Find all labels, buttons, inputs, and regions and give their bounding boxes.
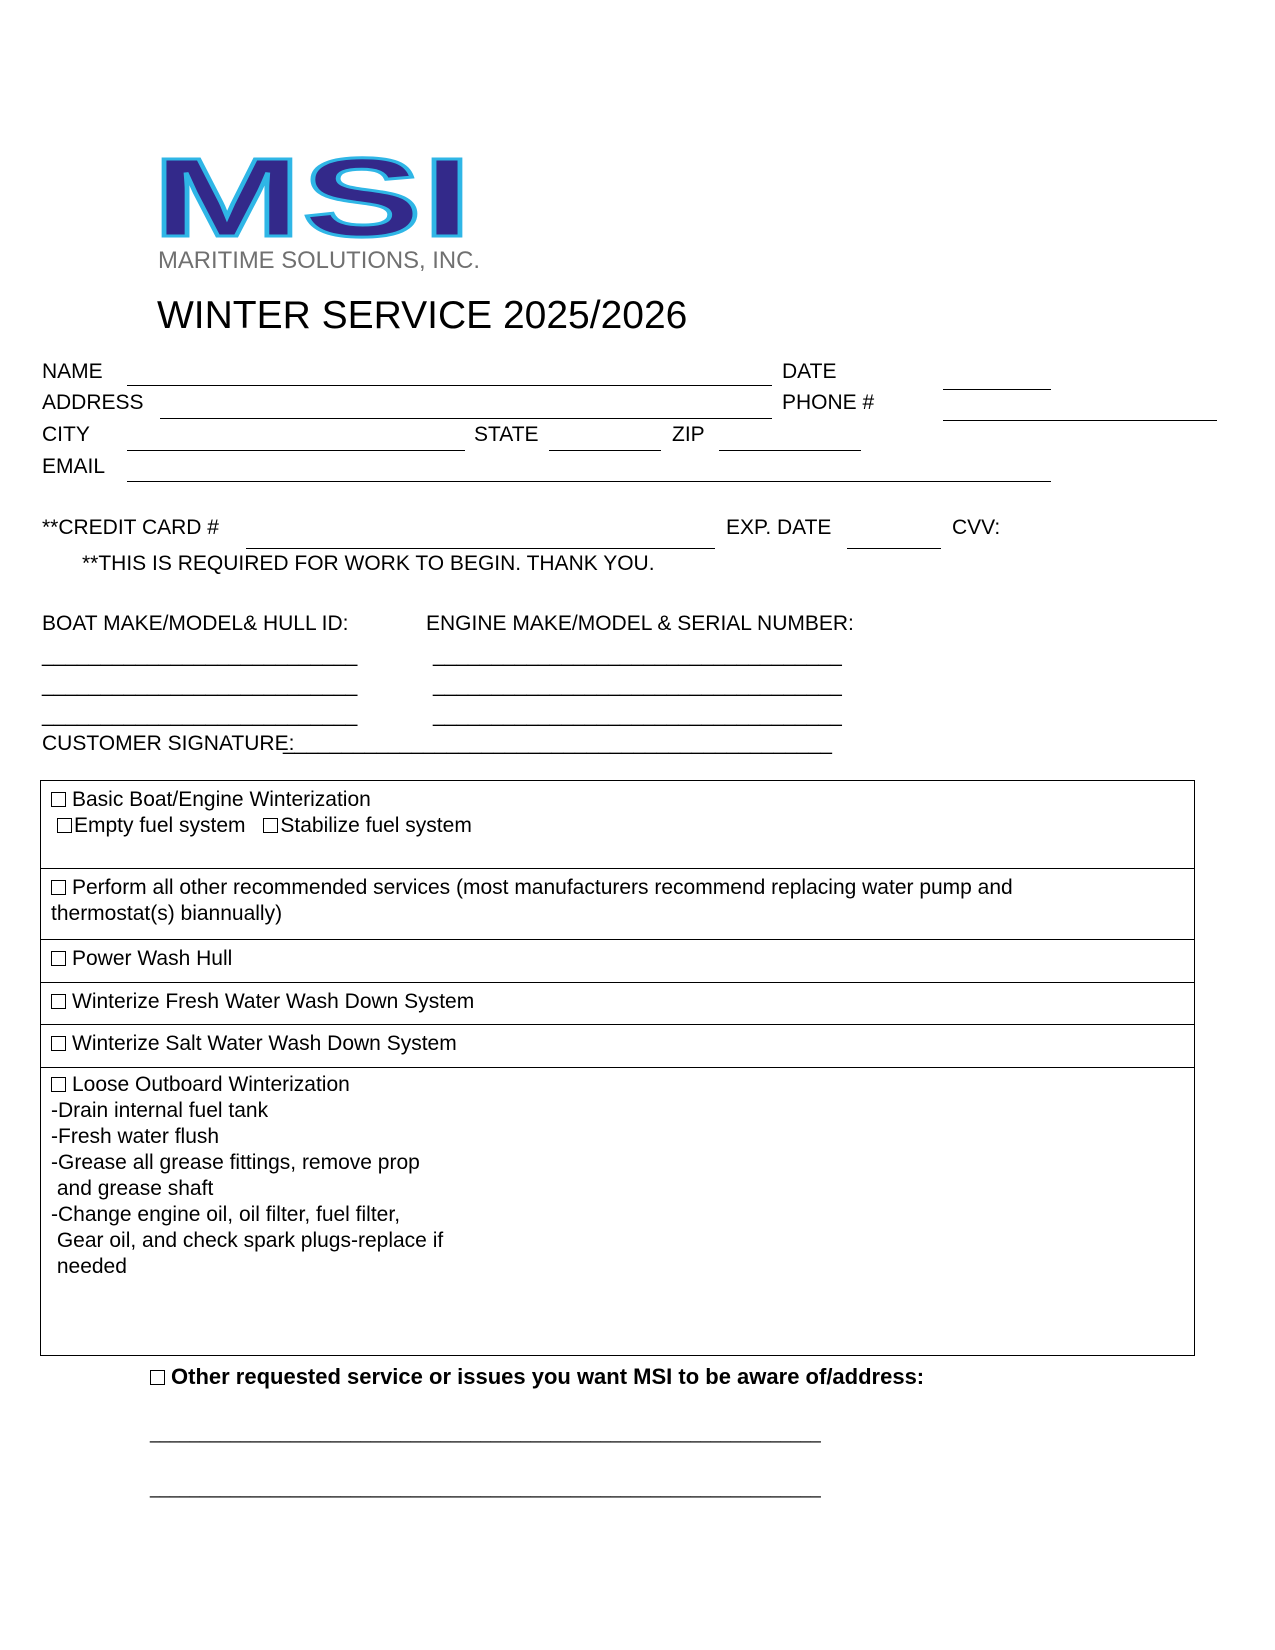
- other-service-checkbox[interactable]: [150, 1370, 165, 1385]
- empty-fuel-checkbox[interactable]: [57, 818, 72, 833]
- zip-label: ZIP: [672, 423, 705, 446]
- exp-date-label: EXP. DATE: [726, 516, 832, 539]
- engine-blank-3[interactable]: ___________________________________: [433, 704, 842, 727]
- boat-blank-2[interactable]: ___________________________: [42, 674, 358, 697]
- outboard-detail: and grease shaft: [51, 1177, 214, 1200]
- power-wash-label: Power Wash Hull: [72, 947, 233, 970]
- outboard-detail: -Change engine oil, oil filter, fuel filter,: [51, 1203, 401, 1226]
- other-service-blank-1[interactable]: ___________________________________________________________________: [150, 1423, 821, 1443]
- fresh-water-checkbox[interactable]: [51, 994, 66, 1009]
- stabilize-fuel-checkbox[interactable]: [263, 818, 278, 833]
- signature-field[interactable]: _______________________________________________: [283, 732, 832, 755]
- other-service-label: Other requested service or issues you want MSI to be aware of/address:: [171, 1364, 925, 1389]
- credit-card-field[interactable]: [246, 548, 715, 549]
- outboard-detail: -Fresh water flush: [51, 1125, 220, 1148]
- zip-field[interactable]: [719, 450, 861, 451]
- date-field[interactable]: [943, 389, 1051, 390]
- name-field[interactable]: [127, 385, 772, 386]
- payment-note: **THIS IS REQUIRED FOR WORK TO BEGIN. THANK YOU.: [82, 552, 655, 575]
- service-row-recommended: [41, 869, 1194, 940]
- outboard-detail: -Drain internal fuel tank: [51, 1099, 269, 1122]
- service-row-salt-water: [41, 1025, 1194, 1068]
- boat-blank-1[interactable]: ___________________________: [42, 644, 358, 667]
- salt-water-label: Winterize Salt Water Wash Down System: [72, 1032, 457, 1055]
- logo-mark: MSI: [152, 150, 472, 260]
- outboard-label: Loose Outboard Winterization: [72, 1073, 350, 1096]
- stabilize-fuel-label: Stabilize fuel system: [280, 814, 472, 837]
- other-service-row: [150, 1364, 924, 1390]
- other-service-blank-2[interactable]: ___________________________________________________________________: [150, 1478, 821, 1498]
- date-label: DATE: [782, 360, 837, 383]
- engine-blank-1[interactable]: ___________________________________: [433, 644, 842, 667]
- service-row-outboard: [41, 1068, 1194, 1355]
- recommended-services-label: Perform all other recommended services (most manufacturers recommend replacing water pump and: [72, 876, 1013, 899]
- fresh-water-label: Winterize Fresh Water Wash Down System: [72, 990, 475, 1013]
- recommended-services-continued: thermostat(s) biannually): [51, 902, 283, 925]
- outboard-detail: Gear oil, and check spark plugs-replace if: [51, 1229, 444, 1252]
- basic-winterization-label: Basic Boat/Engine Winterization: [72, 788, 371, 811]
- credit-card-label: **CREDIT CARD #: [42, 516, 219, 539]
- exp-date-field[interactable]: [847, 548, 941, 549]
- phone-field[interactable]: [943, 420, 1217, 421]
- email-field[interactable]: [127, 481, 1051, 482]
- services-table: [40, 780, 1195, 1356]
- logo-subtitle: MARITIME SOLUTIONS, INC.: [158, 247, 480, 274]
- state-label: STATE: [474, 423, 539, 446]
- msi-logo: [150, 150, 490, 275]
- outboard-detail: needed: [51, 1255, 127, 1278]
- power-wash-checkbox[interactable]: [51, 951, 66, 966]
- service-row-basic: [41, 781, 1194, 869]
- basic-winterization-checkbox[interactable]: [51, 792, 66, 807]
- page-title: WINTER SERVICE 2025/2026: [157, 294, 688, 337]
- service-row-power-wash: [41, 940, 1194, 983]
- empty-fuel-label: Empty fuel system: [74, 814, 246, 837]
- city-label: CITY: [42, 423, 90, 446]
- address-label: ADDRESS: [42, 391, 144, 414]
- address-field[interactable]: [160, 418, 772, 419]
- salt-water-checkbox[interactable]: [51, 1036, 66, 1051]
- boat-header: BOAT MAKE/MODEL& HULL ID:: [42, 612, 349, 635]
- outboard-detail: -Grease all grease fittings, remove prop: [51, 1151, 420, 1174]
- email-label: EMAIL: [42, 455, 106, 478]
- phone-label: PHONE #: [782, 391, 875, 414]
- city-field[interactable]: [127, 450, 465, 451]
- name-label: NAME: [42, 360, 103, 383]
- engine-header: ENGINE MAKE/MODEL & SERIAL NUMBER:: [426, 612, 854, 635]
- outboard-checkbox[interactable]: [51, 1077, 66, 1092]
- recommended-services-checkbox[interactable]: [51, 880, 66, 895]
- boat-blank-3[interactable]: ___________________________: [42, 704, 358, 727]
- cvv-label: CVV:: [952, 516, 1001, 539]
- engine-blank-2[interactable]: ___________________________________: [433, 674, 842, 697]
- service-row-fresh-water: [41, 983, 1194, 1025]
- signature-label: CUSTOMER SIGNATURE:: [42, 732, 295, 755]
- state-field[interactable]: [549, 450, 661, 451]
